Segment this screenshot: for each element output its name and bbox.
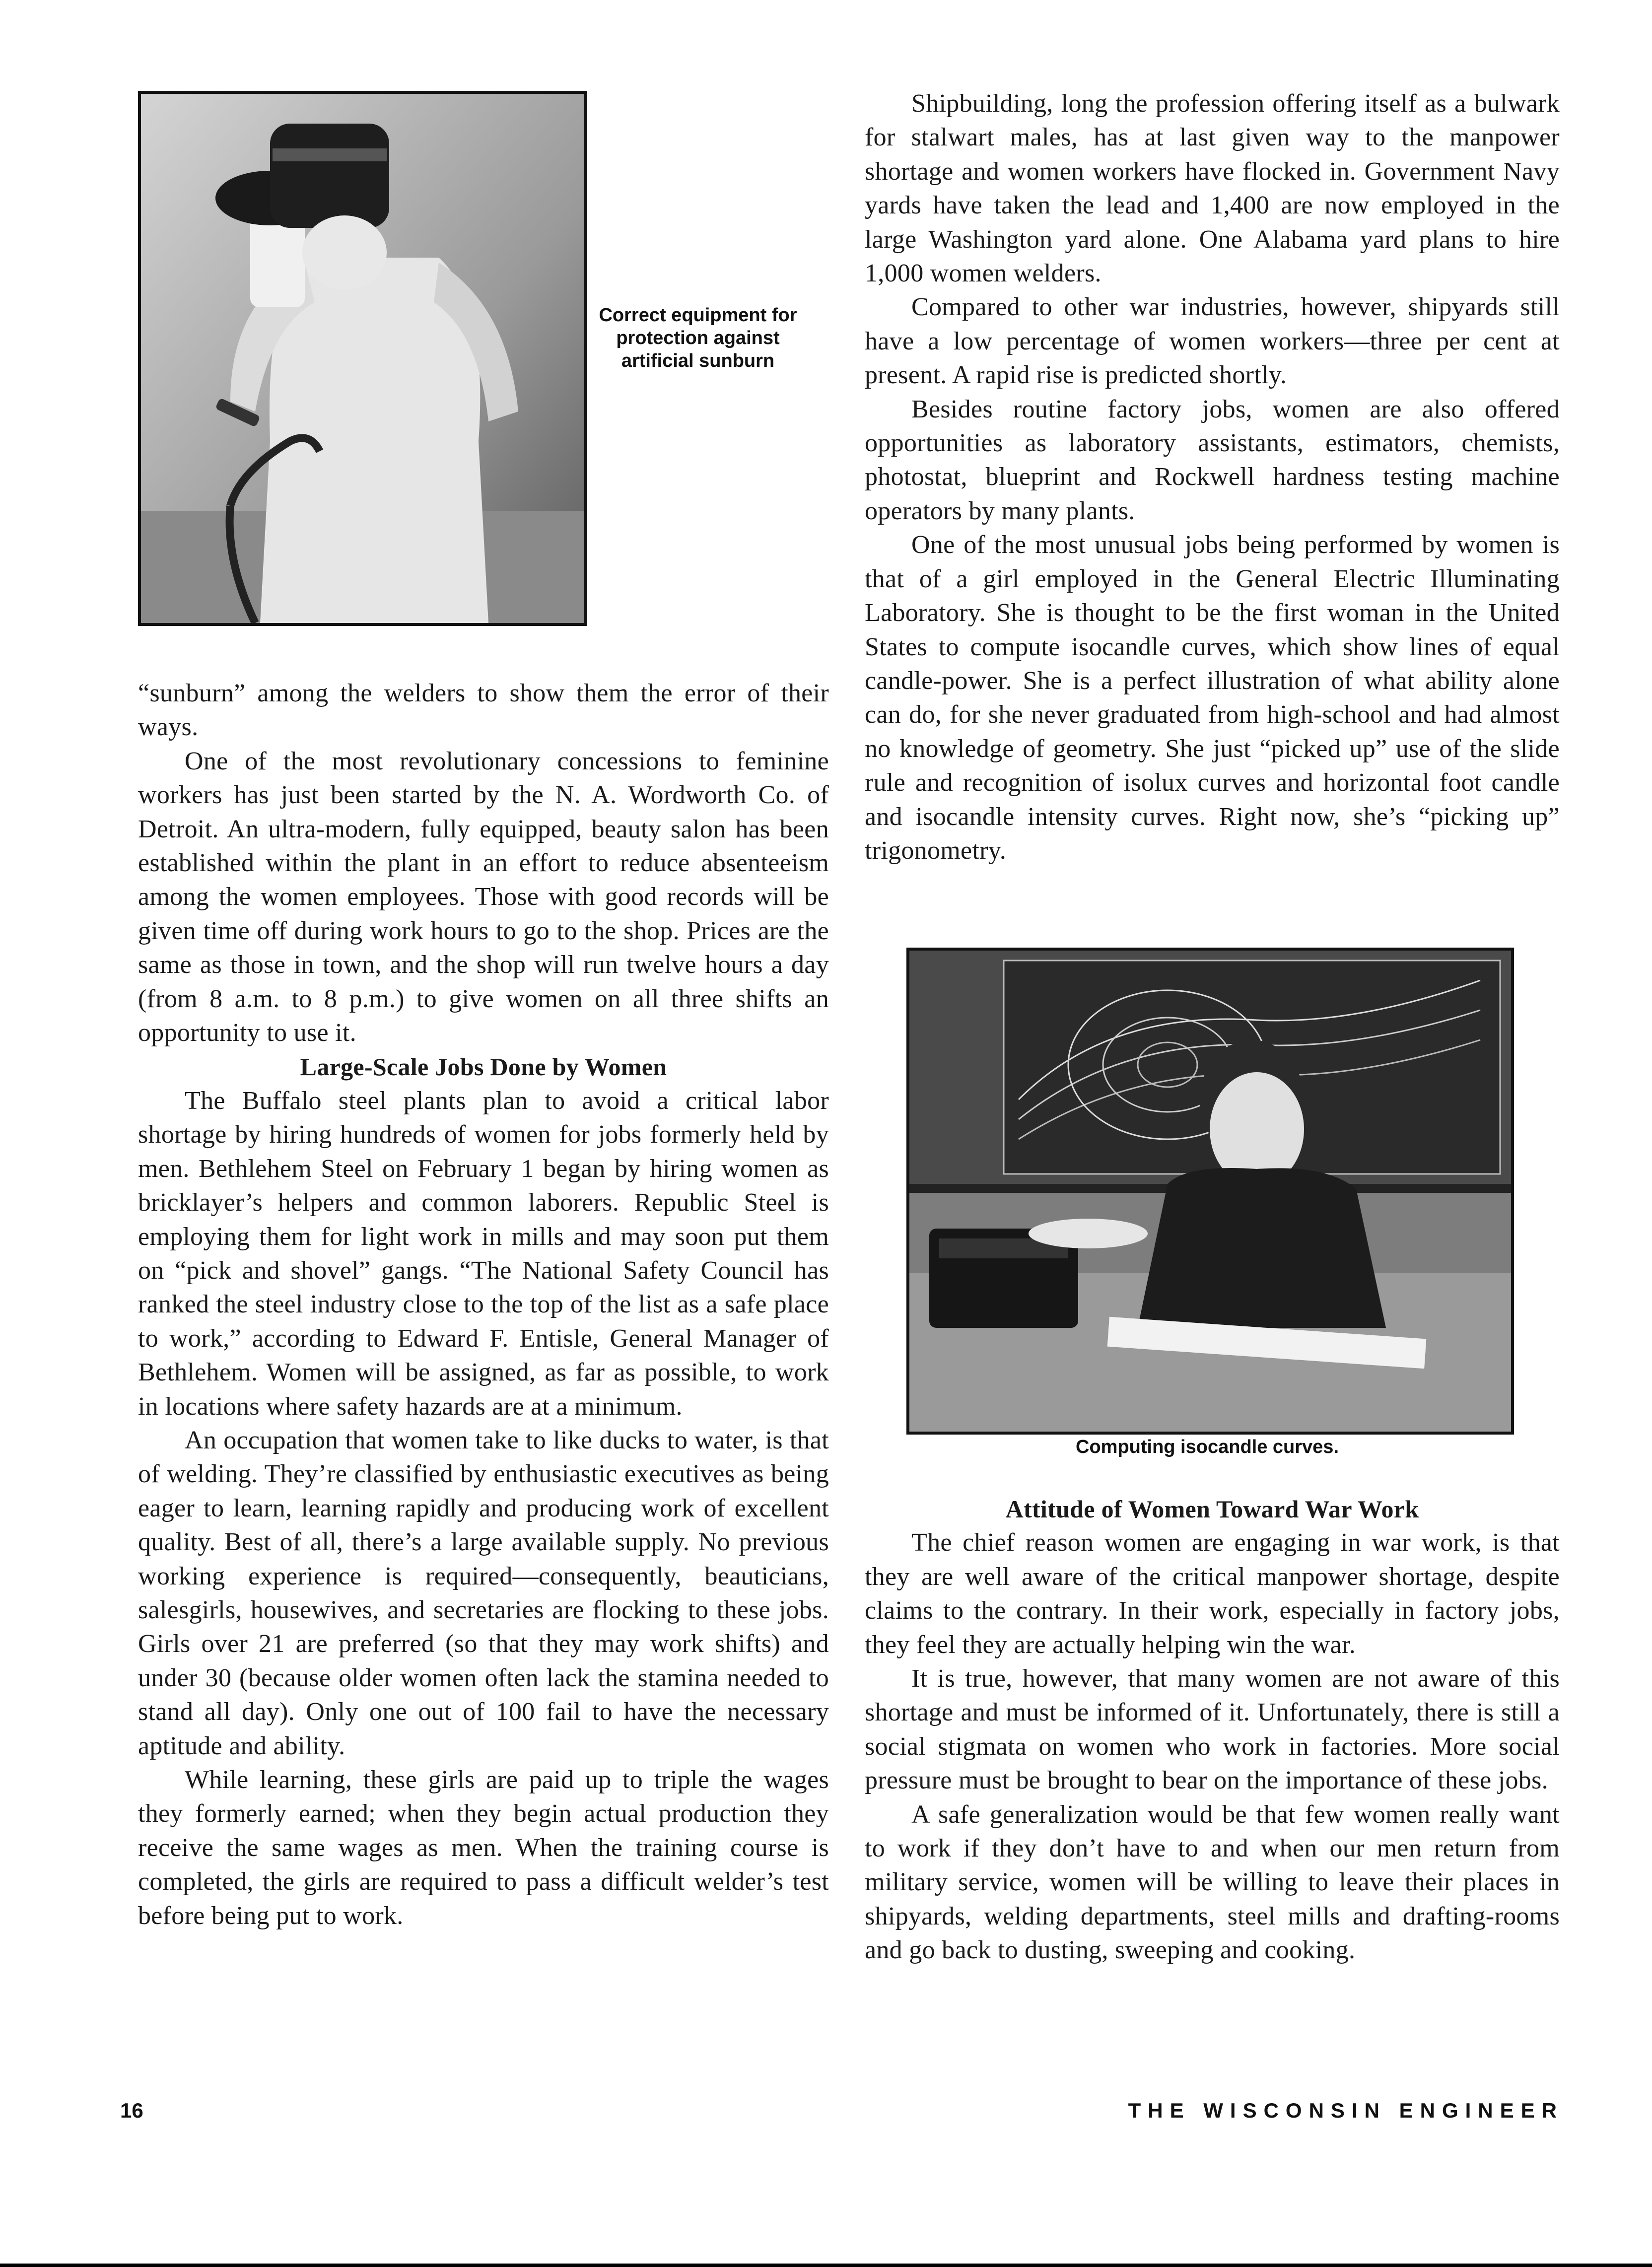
journal-name: THE WISCONSIN ENGINEER <box>1128 2099 1564 2122</box>
right-paragraph-2: Compared to other war industries, however, shipyards still have a low percentage of women workers—three per cent at present. A rapid rise is predicted shortly. <box>865 293 1560 390</box>
welder-photo <box>138 91 587 626</box>
isocandle-photo <box>906 948 1514 1435</box>
right-section-heading: Attitude of Women Toward War Work <box>1005 1495 1419 1523</box>
right-paragraph-7: A safe generalization would be that few women really want to work if they don’t have to and when our men return from military service, women will be willing to leave their places in shipyards, welding departments, steel mills and drafting-rooms and go back to dusting, sweeping and cooking. <box>865 1800 1560 1965</box>
left-paragraph-4: An occupation that women take to like ducks to water, is that of welding. They’re classified by enthusiastic executives as being eager to learn, learning rapidly and producing work of excellent quality. Best of all, there’s a large available supply. No previous working experience is required—consequently, beauticians, salesgirls, housewives, and secretaries are flocking to these jobs. Girls over 21 are preferred (so that they may work shifts) and under 30 (because older women often lack the stamina needed to stand all day). Only one out of 100 fail to have the necessary aptitude and ability. <box>138 1426 829 1760</box>
right-paragraph-4: One of the most unusual jobs being performed by women is that of a girl employed in the General Electric Illuminating Laboratory. She is thought to be the first woman in the United States to compute isocandle curves, which show lines of equal candle-power. She is a perfect illustration of what ability alone can do, for she never graduated from high-school and had almost no knowledge of geometry. She just “picked up” use of the slide rule and recognition of isolux curves and horizontal foot candle and isocandle intensity curves. Right now, she’s “picking up” trigonometry. <box>865 531 1560 865</box>
welder-illustration <box>141 94 584 623</box>
left-paragraph-1: “sunburn” among the welders to show them the error of their ways. <box>138 679 829 742</box>
right-paragraph-3: Besides routine factory jobs, women are also offered opportunities as laboratory assistants, estimators, chemists, photostat, blueprint and Rockwell hardness testing machine operators by many plants. <box>865 395 1560 525</box>
left-paragraph-3: The Buffalo steel plants plan to avoid a critical labor shortage by hiring hundreds of women for jobs formerly held by men. Bethlehem Steel on February 1 began by hiring women as bricklayer’s helpers and common laborers. Republic Steel is employing them for light work in mills and may soon put them on “pick and shovel” gangs. “The National Safety Council has ranked the steel industry close to the top of the list as a safe place to work,” according to Edward F. Entisle, General Manager of Bethlehem. Women will be assigned, as far as possible, to work in locations where safety hazards are at a minimum. <box>138 1086 829 1421</box>
right-paragraph-1: Shipbuilding, long the profession offering itself as a bulwark for stalwart males, has at last given way to the manpower shortage and women workers have flocked in. Government Navy yards have taken the lead and 1,400 are now employed in the large Washington yard alone. One Alabama yard plans to hire 1,000 women welders. <box>865 89 1560 288</box>
page-number: 16 <box>120 2099 143 2122</box>
right-column-bottom <box>865 1492 1560 1968</box>
left-section-heading: Large-Scale Jobs Done by Women <box>300 1053 667 1081</box>
left-column <box>138 677 829 1933</box>
left-paragraph-2: One of the most revolutionary concessions to feminine workers has just been started by the N. A. Wordworth Co. of Detroit. An ultra-modern, fully equipped, beauty salon has been established within the plant in an effort to reduce absenteeism among the women employees. Those with good records will be given time off during work hours to go to the shop. Prices are the same as those in town, and the shop will run twelve hours a day (from 8 a.m. to 8 p.m.) to give women on all three shifts an opportunity to use it. <box>138 747 829 1047</box>
right-column-top <box>865 87 1560 868</box>
welder-photo-caption: Correct equipment for protection against artificial sunburn <box>599 305 797 371</box>
right-paragraph-6: It is true, however, that many women are not aware of this shortage and must be informed of it. Unfortunately, there is still a social stigmata on women who work in factories. More social pressure must be brought to bear on the importance of these jobs. <box>865 1664 1560 1795</box>
left-paragraph-5: While learning, these girls are paid up to triple the wages they formerly earned; when they begin actual production they receive the same wages as men. When the training course is completed, the girls are required to pass a difficult welder’s test before being put to work. <box>138 1766 829 1930</box>
isocandle-photo-caption: Computing isocandle curves. <box>1076 1437 1339 1457</box>
right-paragraph-5: The chief reason women are engaging in war work, is that they are well aware of the critical manpower shortage, despite claims to the contrary. In their work, especially in factory jobs, they feel they are actually helping win the war. <box>865 1528 1560 1659</box>
isocandle-illustration <box>909 951 1511 1432</box>
